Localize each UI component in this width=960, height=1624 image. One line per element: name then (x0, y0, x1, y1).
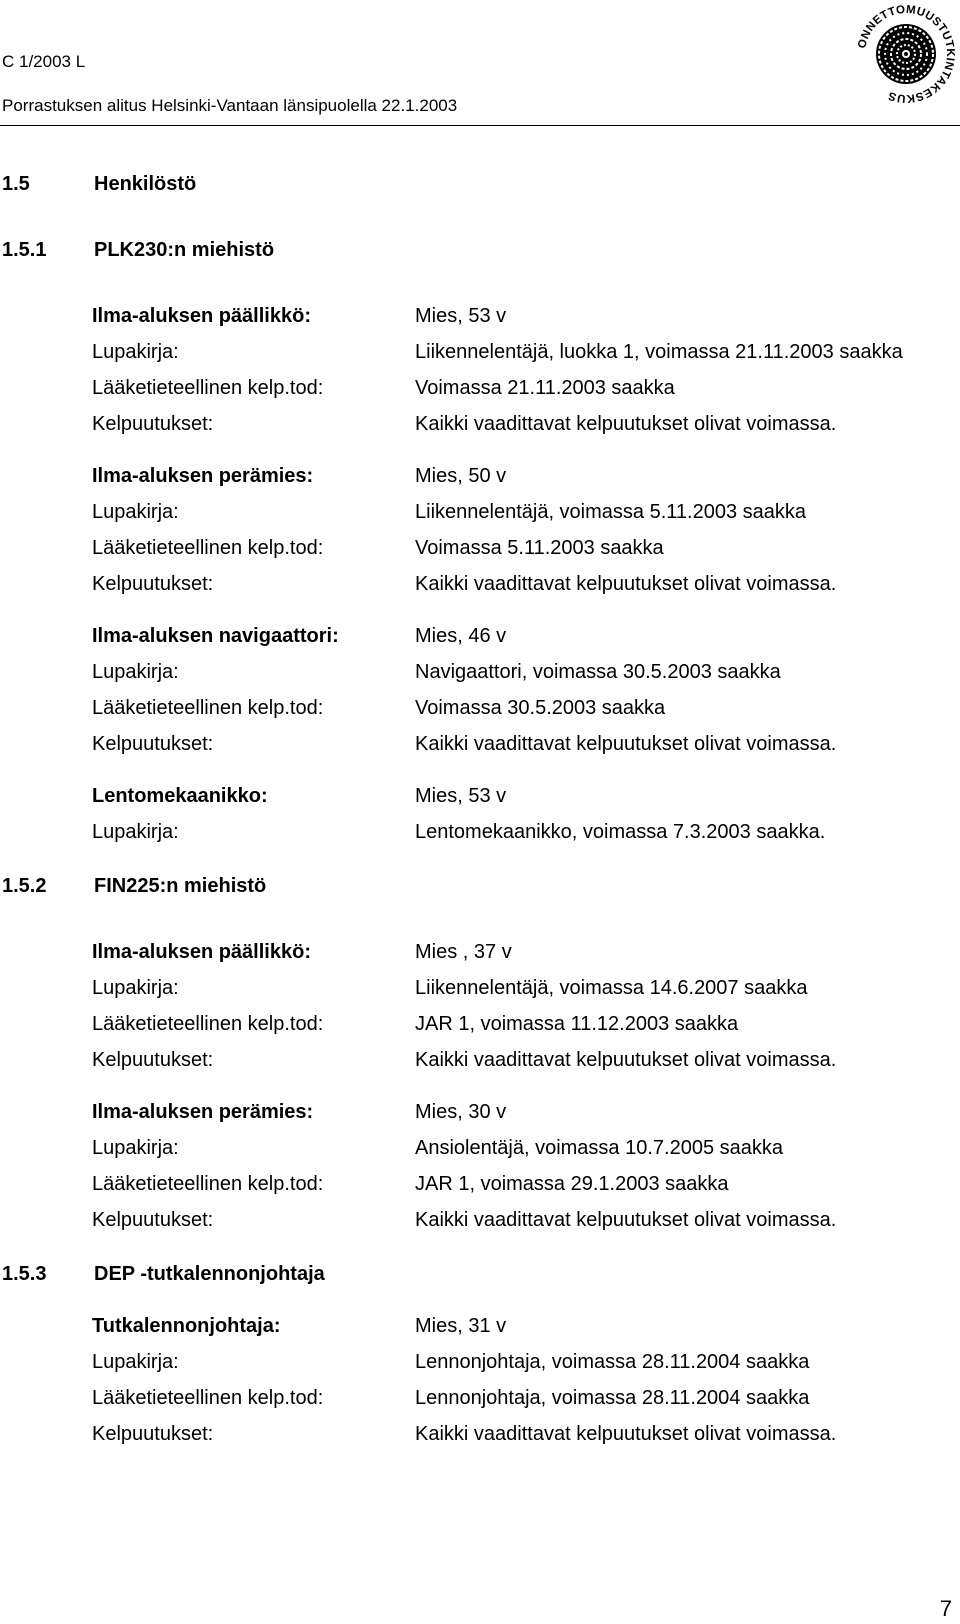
field-label: Lääketieteellinen kelp.tod: (92, 1012, 324, 1035)
agency-logo (854, 2, 958, 106)
field-value: Mies, 53 v (415, 304, 507, 327)
field-label: Lupakirja: (92, 1350, 179, 1373)
info-row (92, 1094, 960, 1130)
field-value: Ansiolentäjä, voimassa 10.7.2005 saakka (415, 1136, 784, 1159)
info-row (92, 1006, 960, 1042)
info-row (92, 530, 960, 566)
subsection-number: 1.5.1 (2, 238, 47, 261)
field-value: Kaikki vaadittavat kelpuutukset olivat voimassa. (415, 412, 837, 435)
field-label: Lääketieteellinen kelp.tod: (92, 1386, 324, 1409)
info-row (92, 1166, 960, 1202)
field-value: Mies, 50 v (415, 464, 507, 487)
info-row (92, 458, 960, 494)
subsection-heading (0, 868, 960, 904)
field-value: JAR 1, voimassa 29.1.2003 saakka (415, 1172, 729, 1195)
field-label: Lääketieteellinen kelp.tod: (92, 376, 324, 399)
field-value: Kaikki vaadittavat kelpuutukset olivat voimassa. (415, 1048, 837, 1071)
subsection-title: PLK230:n miehistö (94, 238, 275, 261)
field-value: JAR 1, voimassa 11.12.2003 saakka (415, 1012, 739, 1035)
field-label: Lääketieteellinen kelp.tod: (92, 536, 324, 559)
page-header (0, 0, 960, 126)
crew-member-captain (92, 934, 960, 1078)
field-value: Mies, 53 v (415, 784, 507, 807)
info-row (92, 566, 960, 602)
info-row (92, 370, 960, 406)
field-label: Kelpuutukset: (92, 1422, 214, 1445)
subsection-heading (0, 232, 960, 268)
logo-text: ONNETTOMUUSTUTKINTAKESKUS (856, 3, 957, 105)
info-row (92, 1380, 960, 1416)
info-row (92, 406, 960, 442)
logo-swirl-icon (876, 24, 936, 84)
info-row (92, 334, 960, 370)
field-label: Ilma-aluksen perämies: (92, 1100, 314, 1123)
field-value: Mies, 31 v (415, 1314, 507, 1337)
document-id: C 1/2003 L (2, 52, 86, 71)
subsection-number: 1.5.3 (2, 1262, 47, 1285)
subsection-title: FIN225:n miehistö (94, 874, 267, 897)
main-content (0, 166, 960, 1452)
field-label: Ilma-aluksen perämies: (92, 464, 314, 487)
field-value: Lentomekaanikko, voimassa 7.3.2003 saakka. (415, 820, 826, 843)
field-value: Navigaattori, voimassa 30.5.2003 saakka (415, 660, 781, 683)
info-row (92, 1416, 960, 1452)
field-label: Lupakirja: (92, 976, 179, 999)
section-heading (0, 166, 960, 202)
info-row (92, 778, 960, 814)
info-row (92, 1042, 960, 1078)
field-value: Lennonjohtaja, voimassa 28.11.2004 saakka (415, 1350, 810, 1373)
field-label: Kelpuutukset: (92, 732, 214, 755)
field-label: Kelpuutukset: (92, 1208, 214, 1231)
section-1-5-2 (0, 868, 960, 1238)
info-row (92, 726, 960, 762)
document-title: Porrastuksen alitus Helsinki-Vantaan länsipuolella 22.1.2003 (2, 96, 458, 115)
info-row (92, 690, 960, 726)
crew-member-flight-engineer (92, 778, 960, 850)
field-value: Kaikki vaadittavat kelpuutukset olivat voimassa. (415, 1422, 837, 1445)
section-1-5 (0, 166, 960, 202)
field-value: Mies, 30 v (415, 1100, 507, 1123)
header-divider (0, 125, 960, 126)
section-1-5-1 (0, 232, 960, 850)
crew-member-first-officer (92, 458, 960, 602)
field-value: Liikennelentäjä, luokka 1, voimassa 21.11.2003 saakka (415, 340, 903, 363)
page-number: 7 (939, 1596, 952, 1621)
field-value: Liikennelentäjä, voimassa 14.6.2007 saakka (415, 976, 808, 999)
field-label: Lupakirja: (92, 500, 179, 523)
field-value: Lennonjohtaja, voimassa 28.11.2004 saakka (415, 1386, 810, 1409)
radar-controller (92, 1308, 960, 1452)
field-value: Kaikki vaadittavat kelpuutukset olivat voimassa. (415, 1208, 837, 1231)
subsection-title: DEP -tutkalennonjohtaja (94, 1262, 325, 1285)
info-row (92, 1308, 960, 1344)
field-label: Lupakirja: (92, 340, 179, 363)
field-label: Kelpuutukset: (92, 412, 214, 435)
info-row (92, 298, 960, 334)
crew-member-captain (92, 298, 960, 442)
info-row (92, 494, 960, 530)
field-label: Kelpuutukset: (92, 1048, 214, 1071)
field-label: Tutkalennonjohtaja: (92, 1314, 281, 1337)
field-label: Lääketieteellinen kelp.tod: (92, 1172, 324, 1195)
field-label: Lääketieteellinen kelp.tod: (92, 696, 324, 719)
info-row (92, 1130, 960, 1166)
field-label: Ilma-aluksen päällikkö: (92, 940, 311, 963)
subsection-number: 1.5.2 (2, 874, 47, 897)
subsection-heading (0, 1256, 960, 1292)
field-value: Kaikki vaadittavat kelpuutukset olivat voimassa. (415, 732, 837, 755)
field-value: Liikennelentäjä, voimassa 5.11.2003 saakka (415, 500, 806, 523)
field-label: Ilma-aluksen päällikkö: (92, 304, 311, 327)
crew-member-first-officer (92, 1094, 960, 1238)
info-row (92, 654, 960, 690)
crew-member-navigator (92, 618, 960, 762)
info-row (92, 1344, 960, 1380)
field-value: Voimassa 21.11.2003 saakka (415, 376, 675, 399)
info-row (92, 970, 960, 1006)
info-row (92, 934, 960, 970)
field-value: Mies , 37 v (415, 940, 512, 963)
section-number: 1.5 (2, 172, 30, 195)
field-label: Lupakirja: (92, 660, 179, 683)
section-title: Henkilöstö (94, 172, 197, 195)
field-label: Lupakirja: (92, 820, 179, 843)
field-value: Voimassa 5.11.2003 saakka (415, 536, 664, 559)
field-value: Mies, 46 v (415, 624, 507, 647)
info-row (92, 1202, 960, 1238)
info-row (92, 618, 960, 654)
field-label: Lentomekaanikko: (92, 784, 268, 807)
section-1-5-3 (0, 1256, 960, 1452)
info-row (92, 814, 960, 850)
field-label: Ilma-aluksen navigaattori: (92, 624, 339, 647)
field-label: Lupakirja: (92, 1136, 179, 1159)
field-label: Kelpuutukset: (92, 572, 214, 595)
field-value: Kaikki vaadittavat kelpuutukset olivat voimassa. (415, 572, 837, 595)
field-value: Voimassa 30.5.2003 saakka (415, 696, 666, 719)
